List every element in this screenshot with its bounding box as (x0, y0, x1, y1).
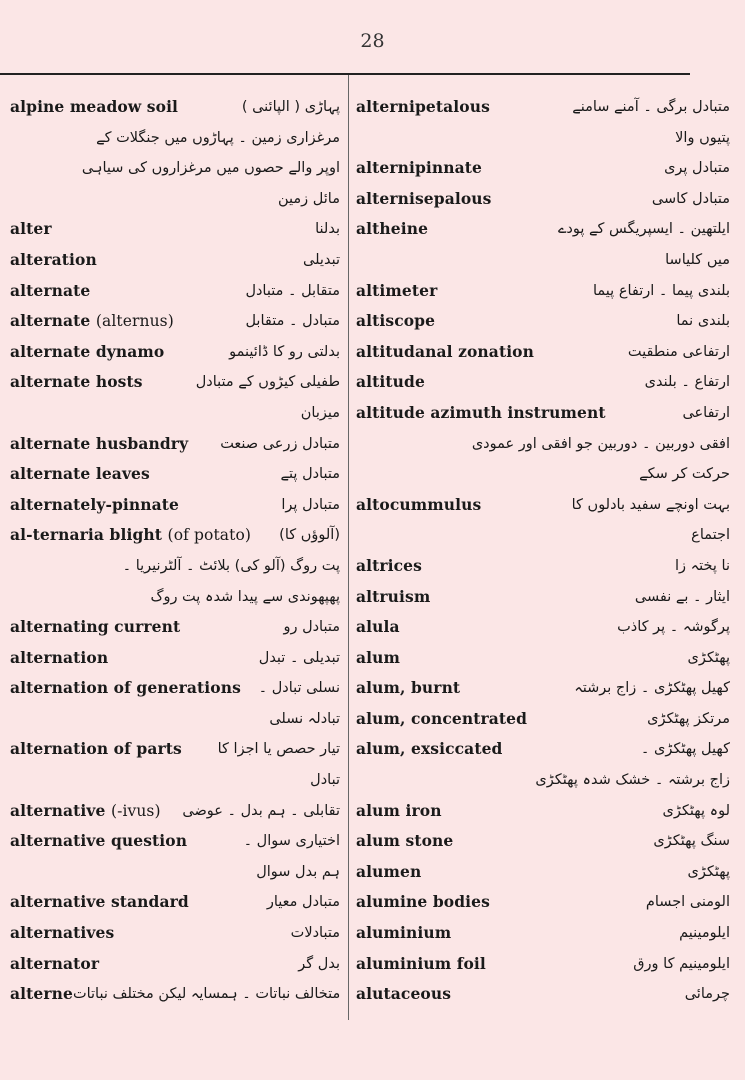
entry-continuation (10, 398, 340, 429)
entry-urdu-definition: متبادل زرعی صنعت (220, 435, 340, 452)
entry-term-text: alpine meadow soil (10, 97, 179, 116)
entry-urdu-definition: اجتماع (691, 527, 730, 544)
entry-term-text: alteration (10, 249, 97, 269)
entry-urdu-definition: پرگوشہ ۔ پر کاذب (617, 619, 730, 636)
entry-urdu-definition: متبادلات (290, 925, 340, 942)
entry-term (10, 826, 187, 857)
entry-term-text: altimeter (356, 280, 438, 300)
entry-term-text: altitudanal zonation (356, 341, 534, 361)
entry-term-text: altitude (356, 372, 425, 392)
dictionary-entry (356, 551, 730, 582)
entry-term-text: alula (356, 617, 400, 637)
entry-term (356, 887, 490, 918)
entry-urdu-definition: سنگ پھٹکڑی (653, 833, 730, 850)
entry-term (356, 306, 435, 337)
entry-continuation (356, 765, 730, 796)
entry-continuation (356, 459, 730, 490)
entry-continuation (10, 153, 340, 184)
entry-term-text: alumen (356, 861, 422, 881)
entry-term (10, 306, 174, 337)
entry-term (10, 276, 90, 307)
entry-urdu-definition: نسلی تبادل ۔ (258, 680, 340, 697)
entry-term-text: alutaceous (356, 984, 452, 1004)
dictionary-entry (356, 184, 730, 215)
entry-term-text: alternatives (10, 923, 115, 943)
dictionary-entry (356, 949, 730, 980)
dictionary-entry (10, 214, 340, 245)
entry-urdu-definition: تبادل (310, 772, 340, 789)
entry-term (10, 918, 114, 949)
dictionary-entry (10, 276, 340, 307)
entry-urdu-definition: متبادل پتے (280, 466, 340, 483)
entry-term (356, 92, 490, 123)
entry-term-text: alternating current (10, 617, 181, 637)
dictionary-entry (10, 887, 340, 918)
entry-urdu-definition: کھیل پھٹکڑی ۔ (640, 741, 730, 758)
dictionary-entry (10, 949, 340, 980)
dictionary-entry (356, 214, 730, 245)
entry-urdu-definition: بہت اونچے سفید بادلوں کا (571, 496, 730, 513)
dictionary-entry (356, 887, 730, 918)
entry-term-text: aluminium (356, 923, 452, 943)
entry-term (356, 551, 422, 582)
entry-urdu-definition: زاج برشتہ ۔ خشک شدہ پھٹکڑی (535, 772, 730, 789)
entry-term-qualifier: (alternus) (95, 312, 174, 331)
entry-urdu-definition: الومنی اجسام (645, 894, 730, 911)
entry-term-text: alter (10, 219, 52, 239)
entry-urdu-definition: پھپھوندی سے پیدا شدہ پت روگ (150, 588, 340, 605)
entry-urdu-definition: بدلنا (315, 221, 340, 238)
entry-urdu-definition: پتیوں والا (675, 129, 730, 146)
entry-urdu-definition: متبادل معیار (266, 894, 340, 911)
entry-term-text: alternative question (10, 831, 188, 851)
entry-urdu-definition: طفیلی کیڑوں کے متبادل (195, 374, 340, 391)
entry-urdu-definition: تیار حصص یا اجزا کا (217, 741, 340, 758)
column-divider (348, 75, 349, 1020)
entry-urdu-definition: بلندی نما (676, 313, 730, 330)
entry-urdu-definition: ہم بدل سوال (256, 863, 340, 880)
dictionary-entry (356, 92, 730, 123)
entry-term (10, 367, 143, 398)
entry-continuation (10, 582, 340, 613)
entry-term (10, 92, 178, 123)
entry-continuation (10, 857, 340, 888)
entry-term (356, 337, 534, 368)
entry-urdu-definition: تقابلی ۔ ہم بدل ۔ عوضی (182, 802, 340, 819)
entry-urdu-definition: تبدیلی ۔ تبدل (258, 649, 340, 666)
entry-term-text: alumine bodies (356, 892, 490, 912)
entry-term-text: alternative standard (10, 892, 189, 912)
entry-urdu-definition: متبادل پری (664, 160, 730, 177)
entry-continuation (10, 123, 340, 154)
entry-term (10, 796, 161, 827)
header-rule (0, 73, 690, 75)
dictionary-entry (356, 337, 730, 368)
entry-term (356, 367, 425, 398)
dictionary-entry (10, 459, 340, 490)
entry-term-text: alum, exsiccated (356, 739, 503, 759)
dictionary-entry (10, 490, 340, 521)
entry-urdu-definition: کھیل پھٹکڑی ۔ زاج برشتہ (574, 680, 730, 697)
entry-urdu-definition: متبادل رو (283, 619, 340, 636)
entry-term-text: alternately-pinnate (10, 494, 180, 514)
entry-term-text: alternate husbandry (10, 433, 189, 453)
entry-term-text: altiscope (356, 311, 436, 331)
entry-urdu-definition: لوہ پھٹکڑی (662, 802, 730, 819)
entry-term (356, 826, 453, 857)
entry-term-text: alternisepalous (356, 188, 492, 208)
dictionary-entry (356, 612, 730, 643)
dictionary-entry (356, 734, 730, 765)
entry-term-text: alternation of generations (10, 678, 241, 698)
dictionary-entry (10, 979, 340, 1010)
entry-term-text: altocummulus (356, 494, 482, 514)
entry-urdu-definition: حرکت کر سکے (639, 466, 730, 483)
entry-urdu-definition: اختیاری سوال ۔ (243, 833, 340, 850)
entry-term-text: alum stone (356, 831, 454, 851)
entry-term (10, 643, 108, 674)
dictionary-entry (356, 673, 730, 704)
entry-term-text: altheine (356, 219, 429, 239)
entry-urdu-definition: پھٹکڑی (687, 863, 730, 880)
entry-term (356, 184, 491, 215)
dictionary-entry (10, 673, 340, 704)
entry-term-text: alternate dynamo (10, 341, 165, 361)
entry-urdu-definition: مائل زمین (278, 190, 340, 207)
entry-urdu-definition: تبادلہ نسلی (269, 710, 340, 727)
entry-term-text: altruism (356, 586, 431, 606)
entry-term (10, 337, 164, 368)
dictionary-entry (10, 92, 340, 123)
entry-urdu-definition: نا پختہ زا (675, 557, 730, 574)
entry-continuation (356, 245, 730, 276)
entry-term (356, 857, 421, 888)
entry-urdu-definition: بدل گر (298, 955, 340, 972)
entry-term (10, 490, 179, 521)
entry-continuation (10, 704, 340, 735)
entry-continuation (10, 551, 340, 582)
page-number: 28 (360, 30, 385, 52)
dictionary-entry (10, 796, 340, 827)
entry-urdu-definition: متبادل پرا (281, 496, 340, 513)
entry-term-text: alum (356, 647, 401, 667)
entry-term-text: al-ternaria blight (10, 525, 163, 545)
entry-urdu-definition: میں کلیاسا (665, 251, 730, 268)
entry-term-text: alternipetalous (356, 97, 490, 116)
entry-term (10, 214, 52, 245)
entry-urdu-definition: بدلتی رو کا ڈائینمو (229, 343, 340, 360)
entry-term-text: alternate leaves (10, 464, 150, 484)
entry-urdu-definition: مرغزاری زمین ۔ پہاڑوں میں جنگلات کے (96, 129, 340, 146)
entry-term-text: alternipinnate (356, 158, 483, 178)
entry-term (356, 582, 430, 613)
entry-urdu-definition: ایلتھین ۔ ایسپریگس کے پودے (557, 221, 730, 238)
entry-term (10, 429, 188, 460)
dictionary-entry (10, 520, 340, 551)
entry-term (10, 612, 180, 643)
entry-term (10, 673, 241, 704)
entry-term (10, 887, 189, 918)
entry-urdu-definition: تبدیلی (303, 251, 340, 268)
dictionary-entry (356, 276, 730, 307)
entry-term (356, 214, 428, 245)
entry-urdu-definition: بلندی پیما ۔ ارتفاع پیما (593, 282, 730, 299)
dictionary-entry (356, 643, 730, 674)
dictionary-entry (356, 490, 730, 521)
entry-term (356, 704, 527, 735)
dictionary-entry (10, 918, 340, 949)
entry-term (10, 979, 73, 1010)
entry-term (356, 734, 503, 765)
entry-term-text: alternate (10, 280, 91, 300)
entry-term (10, 949, 99, 980)
entry-urdu-definition: پہاڑی ( الپائنی ) (241, 99, 340, 115)
entry-urdu-definition: مرتکز پھٹکڑی (647, 710, 730, 727)
entry-term-text: altrices (356, 555, 422, 575)
entry-term-text: alterne (10, 984, 73, 1004)
entry-term (356, 490, 481, 521)
dictionary-entry (356, 306, 730, 337)
entry-urdu-definition: (آلوؤں کا) (279, 527, 340, 544)
dictionary-entry (356, 367, 730, 398)
entry-term (10, 459, 150, 490)
entry-urdu-definition: ارتفاع ۔ بلندی (644, 374, 730, 391)
dictionary-entry (356, 826, 730, 857)
entry-term (356, 153, 482, 184)
entry-term-text: aluminium foil (356, 953, 486, 973)
dictionary-entry (356, 153, 730, 184)
entry-urdu-definition: ایلومینیم (679, 925, 730, 942)
dictionary-entry (10, 643, 340, 674)
dictionary-entry (356, 398, 730, 429)
entry-urdu-definition: متقابل ۔ متبادل (245, 282, 340, 299)
dictionary-entry (356, 918, 730, 949)
dictionary-entry (356, 857, 730, 888)
entry-urdu-definition: متخالف نباتات ۔ ہمسایہ لیکن مختلف نباتات (72, 986, 340, 1003)
dictionary-entry (10, 826, 340, 857)
entry-term (10, 245, 97, 276)
entry-term-text: alum, concentrated (356, 708, 528, 728)
entry-term-text: alternate hosts (10, 372, 143, 392)
entry-urdu-definition: میزبان (300, 404, 340, 421)
entry-term (356, 276, 437, 307)
entry-term (356, 612, 400, 643)
dictionary-entry (10, 612, 340, 643)
entry-term (356, 643, 400, 674)
entry-urdu-definition: متبادل برگی ۔ آمنے سامنے (572, 99, 730, 115)
entry-urdu-definition: ارتفاعی (682, 404, 730, 421)
entry-urdu-definition: ایثار ۔ بے نفسی (634, 588, 730, 605)
entry-term-text: altitude azimuth instrument (356, 402, 606, 422)
dictionary-entry (10, 734, 340, 765)
entry-term-qualifier: (of potato) (167, 526, 252, 545)
entry-term-text: alum, burnt (356, 678, 461, 698)
entry-urdu-definition: ایلومینیم کا ورق (633, 955, 730, 972)
dictionary-entry (356, 582, 730, 613)
entry-term (356, 918, 451, 949)
entry-urdu-definition: متبادل ۔ متقابل (245, 313, 340, 330)
entry-urdu-definition: افقی دوربین ۔ دوربین جو افقی اور عمودی (471, 435, 730, 452)
entry-urdu-definition: پھٹکڑی (687, 649, 730, 666)
entry-term (356, 796, 442, 827)
entry-continuation (356, 520, 730, 551)
entry-continuation (10, 765, 340, 796)
dictionary-entry (10, 429, 340, 460)
entry-continuation (356, 429, 730, 460)
entry-term-text: alternation of parts (10, 739, 182, 759)
dictionary-entry (356, 796, 730, 827)
dictionary-entry (10, 367, 340, 398)
entry-urdu-definition: ارتفاعی منطقیت (627, 343, 730, 360)
entry-urdu-definition: چرمائی (684, 986, 730, 1003)
dictionary-entry (10, 245, 340, 276)
entry-term-qualifier: (-ivus) (110, 801, 161, 820)
entry-continuation (10, 184, 340, 215)
entry-term-text: alum iron (356, 800, 442, 820)
entry-term-text: alternate (10, 311, 91, 331)
entry-urdu-definition: اوپر والے حصوں میں مرغزاروں کی سیاہی (81, 160, 340, 177)
dictionary-entry (10, 337, 340, 368)
dictionary-entry (356, 704, 730, 735)
entry-term (356, 949, 486, 980)
entry-term-text: alternator (10, 953, 100, 973)
entry-term (356, 673, 460, 704)
entry-urdu-definition: متبادل کاسی (651, 190, 730, 207)
entry-term (10, 520, 251, 551)
entry-continuation (356, 123, 730, 154)
left-column (10, 92, 340, 1010)
entry-term-text: alternation (10, 647, 109, 667)
dictionary-entry (10, 306, 340, 337)
dictionary-entry (356, 979, 730, 1010)
entry-urdu-definition: پت روگ (آلو کی) بلائٹ ۔ آلٹرنیریا ۔ (122, 557, 340, 574)
entry-term (10, 734, 182, 765)
entry-term (356, 979, 451, 1010)
right-column (356, 92, 730, 1010)
entry-term (356, 398, 606, 429)
entry-term-text: alternative (10, 800, 106, 820)
